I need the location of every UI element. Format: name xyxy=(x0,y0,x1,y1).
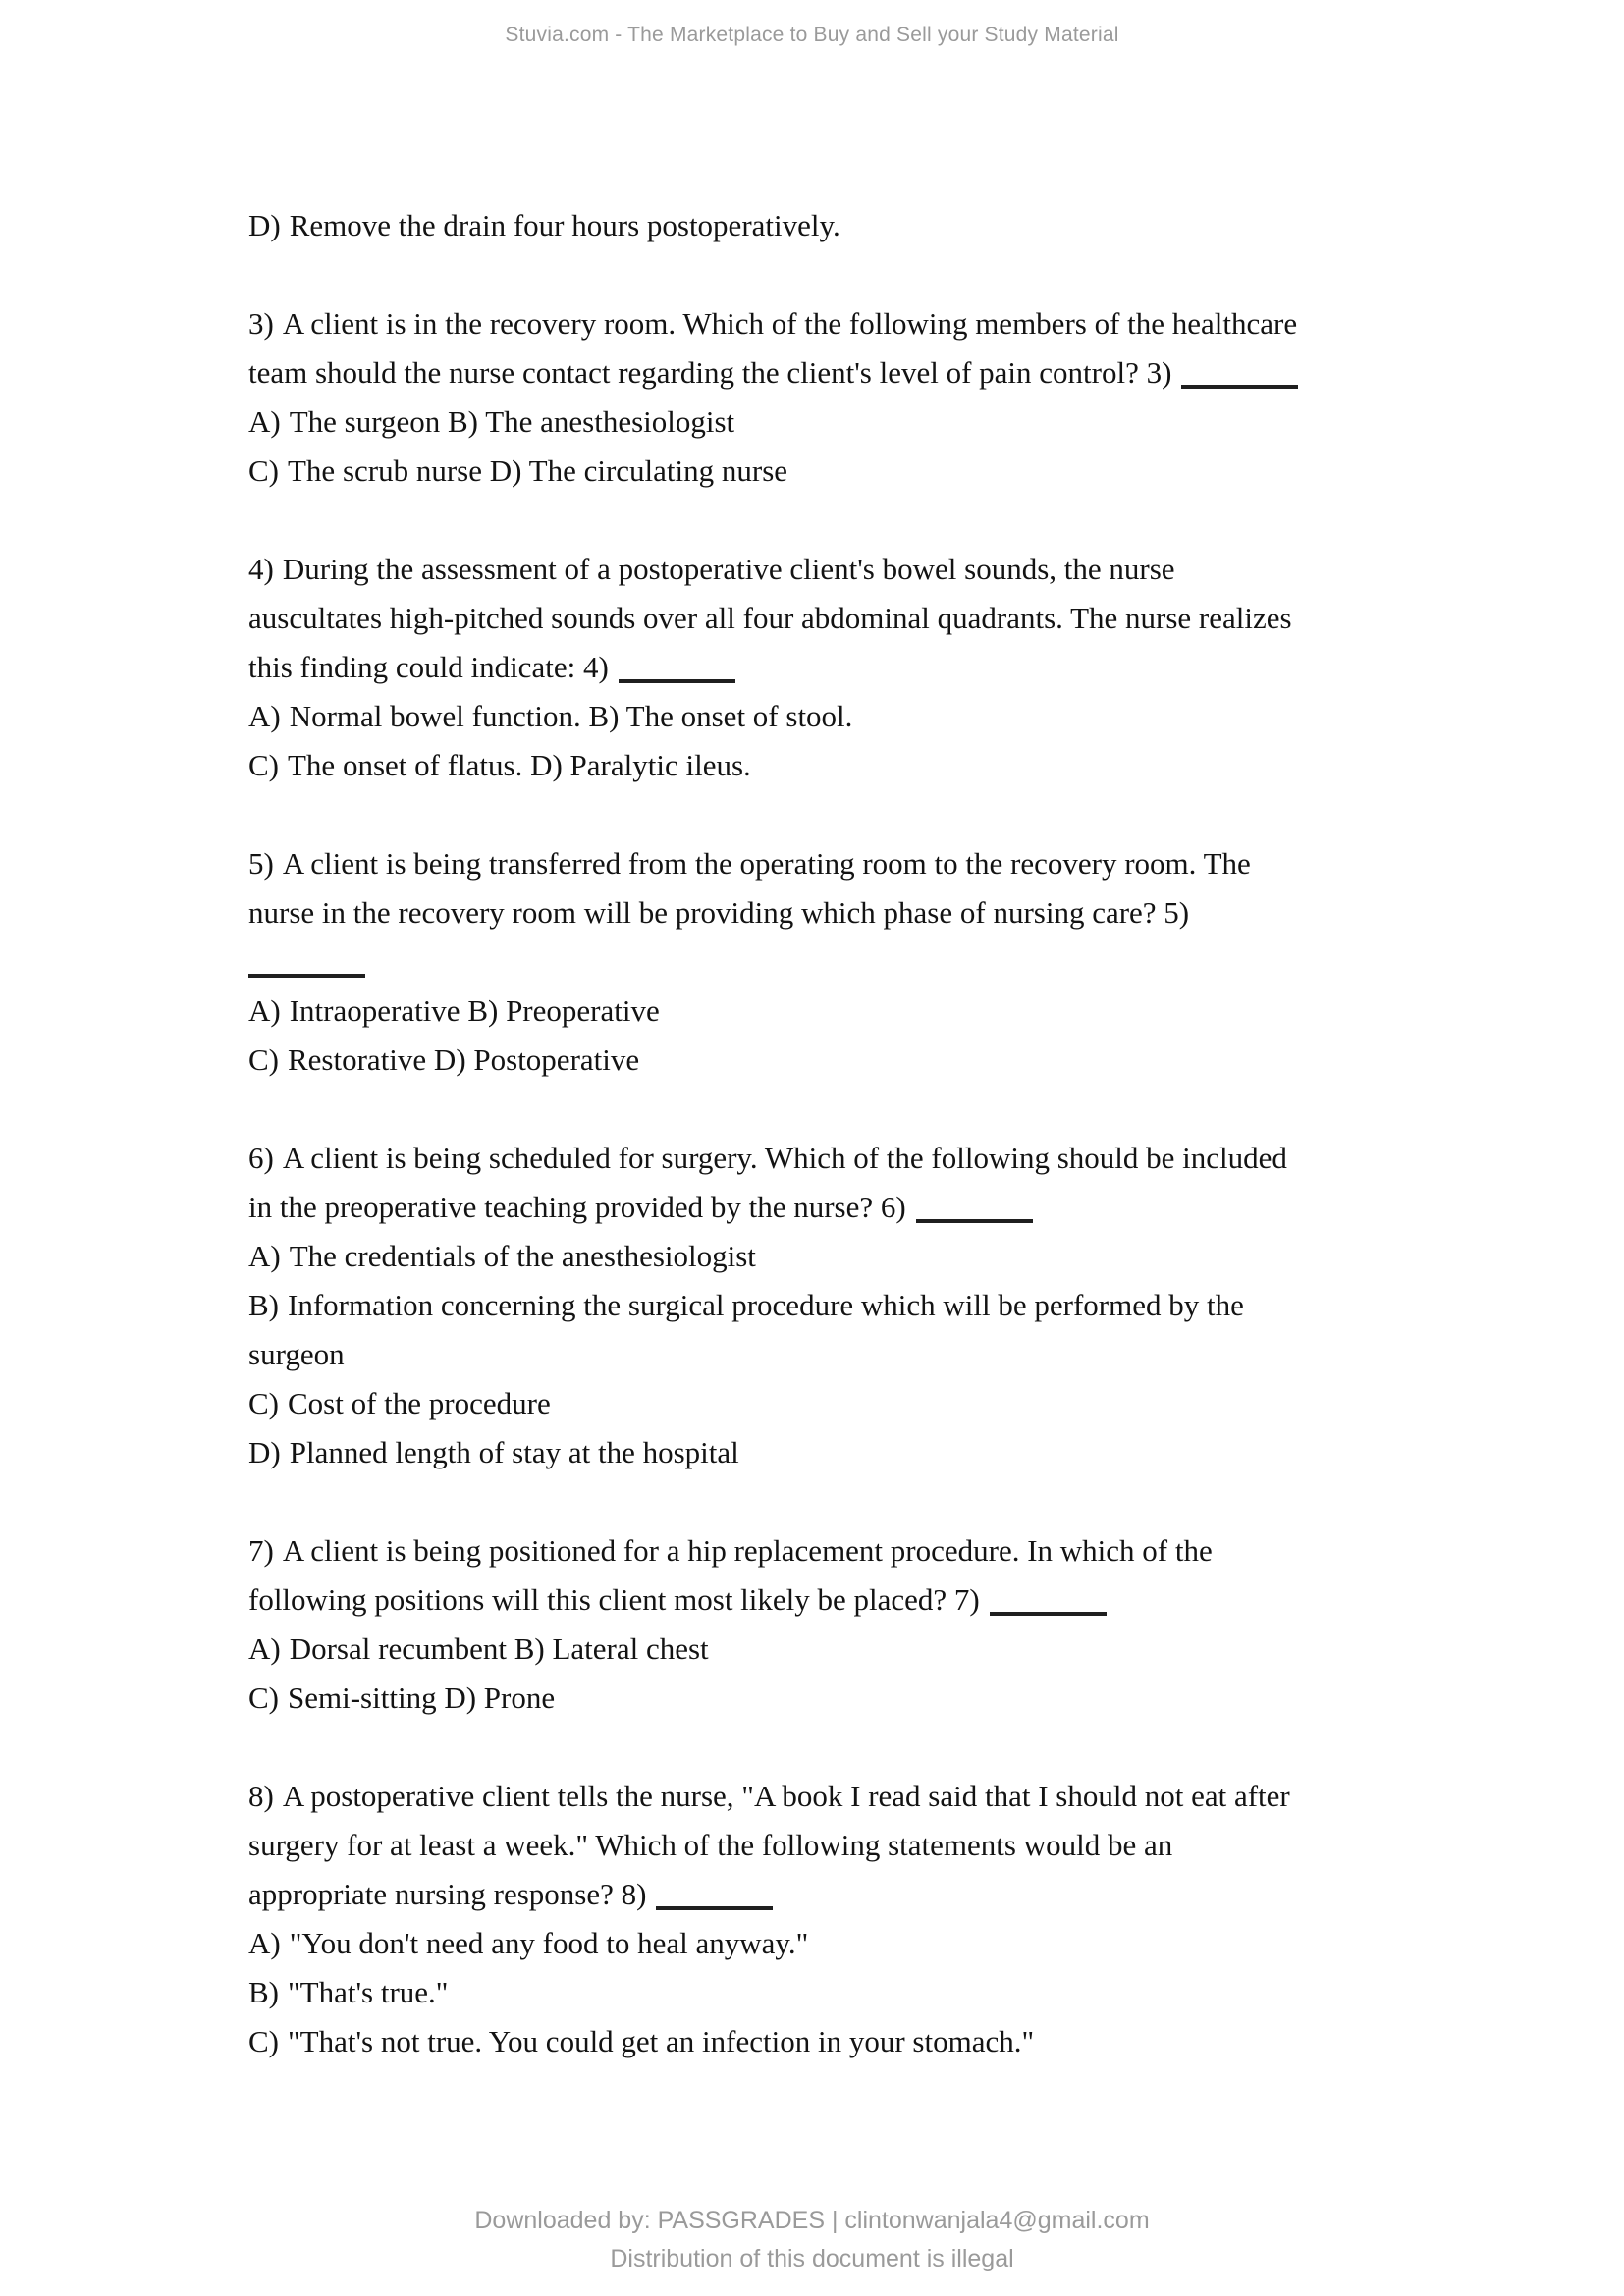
option-marker: C) xyxy=(248,2024,279,2058)
option-marker: 8) xyxy=(248,1779,274,1813)
page-footer xyxy=(0,2202,1624,2278)
line-text: "That's not true. You could get an infection in your stomach." xyxy=(288,2024,1035,2058)
text-line xyxy=(248,447,1392,496)
question-7 xyxy=(248,1526,1392,1723)
line-text: The scrub nurse D) The circulating nurse xyxy=(288,454,788,488)
option-marker: C) xyxy=(248,454,279,488)
text-line xyxy=(248,839,1392,888)
option-marker: A) xyxy=(248,1239,281,1273)
questions-content xyxy=(248,201,1392,2115)
line-text: nurse in the recovery room will be providing which phase of nursing care? 5) xyxy=(248,895,1190,930)
line-text: team should the nurse contact regarding the client's level of pain control? 3) xyxy=(248,355,1172,390)
text-line xyxy=(248,1428,1392,1477)
line-text: A client is being positioned for a hip replacement procedure. In which of the xyxy=(282,1533,1213,1568)
text-line xyxy=(248,1036,1392,1085)
text-line xyxy=(248,1870,1392,1919)
question-5 xyxy=(248,839,1392,1085)
option-marker: C) xyxy=(248,1042,279,1077)
text-line xyxy=(248,1183,1392,1232)
line-text: The onset of flatus. D) Paralytic ileus. xyxy=(288,748,751,782)
line-text: in the preoperative teaching provided by the nurse? 6) xyxy=(248,1190,906,1224)
option-marker: 3) xyxy=(248,306,274,341)
text-line xyxy=(248,1968,1392,2017)
option-marker: B) xyxy=(248,1288,279,1322)
text-line xyxy=(248,1772,1392,1821)
option-marker: 7) xyxy=(248,1533,274,1568)
footer-distribution-warning: Distribution of this document is illegal xyxy=(610,2245,1014,2272)
question-6 xyxy=(248,1134,1392,1477)
line-text: Restorative D) Postoperative xyxy=(288,1042,640,1077)
option-marker: B) xyxy=(248,1975,279,2009)
option-marker: 5) xyxy=(248,846,274,881)
line-text: "You don't need any food to heal anyway." xyxy=(289,1926,809,1960)
text-line xyxy=(248,299,1392,348)
line-text: Cost of the procedure xyxy=(288,1386,551,1420)
text-line xyxy=(248,692,1392,741)
line-text: The credentials of the anesthesiologist xyxy=(289,1239,756,1273)
option-marker: C) xyxy=(248,1386,279,1420)
option-marker: 4) xyxy=(248,552,274,586)
text-line xyxy=(248,594,1392,643)
page-header xyxy=(0,24,1624,47)
answer-blank xyxy=(990,1610,1107,1616)
line-text: During the assessment of a postoperative client's bowel sounds, the nurse xyxy=(282,552,1175,586)
text-line xyxy=(248,1134,1392,1183)
header-watermark-text: Stuvia.com - The Marketplace to Buy and Sell your Study Material xyxy=(505,24,1119,46)
text-line xyxy=(248,1575,1392,1625)
text-line xyxy=(248,1674,1392,1723)
option-marker: A) xyxy=(248,993,281,1028)
option-marker: A) xyxy=(248,404,281,439)
option-marker: C) xyxy=(248,748,279,782)
line-text: A client is being scheduled for surgery. Which of the following should be included xyxy=(282,1141,1287,1175)
answer-blank xyxy=(656,1904,773,1910)
option-marker: D) xyxy=(248,208,281,242)
line-text: surgery for at least a week." Which of the following statements would be an xyxy=(248,1828,1173,1862)
line-text: Dorsal recumbent B) Lateral chest xyxy=(289,1631,709,1666)
line-text: Semi-sitting D) Prone xyxy=(288,1681,556,1715)
text-line xyxy=(248,741,1392,790)
line-text: Normal bowel function. B) The onset of stool. xyxy=(289,699,853,733)
option-marker: 6) xyxy=(248,1141,274,1175)
option-marker: C) xyxy=(248,1681,279,1715)
text-line xyxy=(248,643,1392,692)
option-marker: A) xyxy=(248,699,281,733)
question-8 xyxy=(248,1772,1392,2066)
line-text: Planned length of stay at the hospital xyxy=(289,1435,739,1469)
line-text: "That's true." xyxy=(288,1975,449,2009)
line-text: appropriate nursing response? 8) xyxy=(248,1877,647,1911)
text-line xyxy=(248,545,1392,594)
answer-blank xyxy=(1181,383,1298,389)
text-line xyxy=(248,398,1392,447)
line-text: Remove the drain four hours postoperatively. xyxy=(289,208,840,242)
answer-blank xyxy=(619,677,735,683)
line-text: The surgeon B) The anesthesiologist xyxy=(289,404,735,439)
line-text: A client is in the recovery room. Which of the following members of the healthcare xyxy=(282,306,1298,341)
line-text: auscultates high-pitched sounds over all four abdominal quadrants. The nurse realizes xyxy=(248,601,1292,635)
text-line xyxy=(248,2017,1392,2066)
answer-blank xyxy=(248,972,365,978)
text-line xyxy=(248,987,1392,1036)
text-line xyxy=(248,201,1392,250)
text-line xyxy=(248,937,1392,987)
line-text: A client is being transferred from the operating room to the recovery room. The xyxy=(282,846,1251,881)
question-4 xyxy=(248,545,1392,790)
answer-blank xyxy=(916,1217,1033,1223)
option-marker: A) xyxy=(248,1926,281,1960)
question-2-option-d xyxy=(248,201,1392,250)
option-marker: D) xyxy=(248,1435,281,1469)
text-line xyxy=(248,1625,1392,1674)
text-line xyxy=(248,1330,1392,1379)
line-text: surgeon xyxy=(248,1337,345,1371)
line-text: Intraoperative B) Preoperative xyxy=(289,993,660,1028)
text-line xyxy=(248,1281,1392,1330)
text-line xyxy=(248,1379,1392,1428)
text-line xyxy=(248,1821,1392,1870)
text-line xyxy=(248,1526,1392,1575)
text-line xyxy=(248,1232,1392,1281)
footer-downloaded-by: Downloaded by: PASSGRADES | clintonwanjala4@gmail.com xyxy=(474,2207,1150,2234)
text-line xyxy=(248,1919,1392,1968)
line-text: this finding could indicate: 4) xyxy=(248,650,609,684)
option-marker: A) xyxy=(248,1631,281,1666)
question-3 xyxy=(248,299,1392,496)
line-text: A postoperative client tells the nurse, "A book I read said that I should not eat after xyxy=(282,1779,1290,1813)
line-text: Information concerning the surgical procedure which will be performed by the xyxy=(288,1288,1244,1322)
line-text: following positions will this client most likely be placed? 7) xyxy=(248,1582,980,1617)
text-line xyxy=(248,348,1392,398)
text-line xyxy=(248,888,1392,937)
